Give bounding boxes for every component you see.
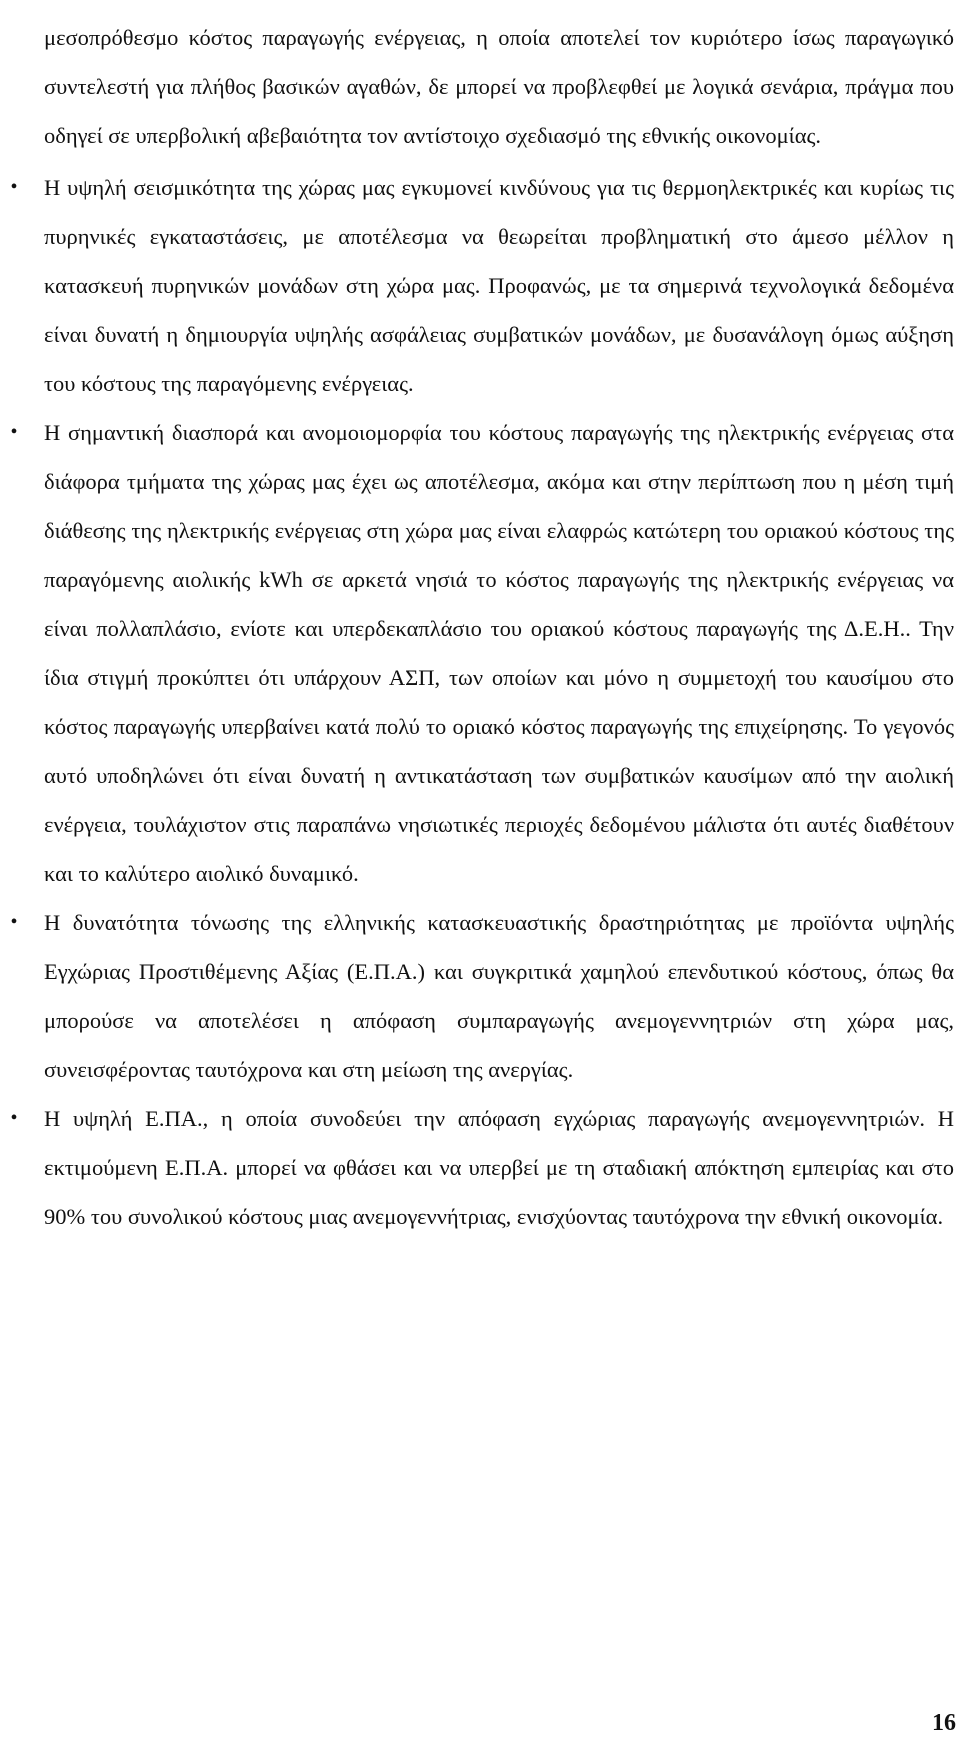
bullet-text: Η υψηλή σεισμικότητα της χώρας μας εγκυμονεί κινδύνους για τις θερμοηλεκτρικές και κυρίως τις πυρηνικές εγκαταστάσεις, με αποτέλεσμα να θεωρείται προβληματική στο άμεσο μέλλον η κατασκευή πυρηνικών μονάδων στη χώρα μας. Προφανώς, με τα σημερινά τεχνολογικά δεδομένα είναι δυνατή η δημιουργία υψηλής ασφάλειας συμβατικών μονάδων, με δυσανάλογη όμως αύξηση του κόστους της παραγόμενης ενέργειας. <box>44 175 954 396</box>
bullet-list <box>0 163 960 1241</box>
bullet-item-construction <box>0 898 960 1094</box>
bullet-item-value-added <box>0 1094 960 1241</box>
intro-paragraph: μεσοπρόθεσμο κόστος παραγωγής ενέργειας, η οποία αποτελεί τον κυριότερο ίσως παραγωγικό συντελεστή για πλήθος βασικών αγαθών, δε μπορεί να προβλεφθεί με λογικά σενάρια, πράγμα που οδηγεί σε υπερβολική αβεβαιότητα τον αντίστοιχο σχεδιασμό της εθνικής οικονομίας. <box>44 24 954 148</box>
bullet-dot-icon: • <box>10 421 18 443</box>
bullet-item-cost-dispersion <box>0 408 960 898</box>
bullet-dot-icon: • <box>10 176 18 198</box>
bullet-text: Η δυνατότητα τόνωσης της ελληνικής κατασκευαστικής δραστηριότητας με προϊόντα υψηλής Εγχώριας Προστιθέμενης Αξίας (Ε.Π.Α.) και συγκριτικά χαμηλού επενδυτικού κόστους, όπως θα μπορούσε να αποτελέσει η απόφαση συμπαραγωγής ανεμογεννητριών στη χώρα μας, συνεισφέροντας ταυτόχρονα και στη μείωση της ανεργίας. <box>44 910 954 1082</box>
bullet-dot-icon: • <box>10 1107 18 1129</box>
bullet-text: Η υψηλή Ε.ΠΑ., η οποία συνοδεύει την απόφαση εγχώριας παραγωγής ανεμογεννητριών. Η εκτιμούμενη Ε.Π.Α. μπορεί να φθάσει και να υπερβεί με τη σταδιακή απόκτηση εμπειρίας και στο 90% του συνολικού κόστους μιας ανεμογεννήτριας, ενισχύοντας ταυτόχρονα την εθνική οικονομία. <box>44 1106 954 1229</box>
page-number: 16 <box>932 1710 956 1736</box>
bullet-item-seismicity <box>0 163 960 408</box>
bullet-text: Η σημαντική διασπορά και ανομοιομορφία του κόστους παραγωγής της ηλεκτρικής ενέργειας στα διάφορα τμήματα της χώρας μας έχει ως αποτέλεσμα, ακόμα και στην περίπτωση που η μέση τιμή διάθεσης της ηλεκτρικής ενέργειας στη χώρα μας είναι ελαφρώς κατώτερη του οριακού κόστους της παραγόμενης αιολικής kWh σε αρκετά νησιά το κόστος παραγωγής της ηλεκτρικής ενέργειας να είναι πολλαπλάσιο, ενίοτε και υπερδεκαπλάσιο του οριακού κόστους παραγωγής της Δ.Ε.Η.. Την ίδια στιγμή προκύπτει ότι υπάρχουν ΑΣΠ, των οποίων και μόνο η συμμετοχή του καυσίμου στο κόστος παραγωγής υπερβαίνει κατά πολύ το οριακό κόστος παραγωγής της επιχείρησης. Το γεγονός αυτό υποδηλώνει ότι είναι δυνατή η αντικατάσταση των συμβατικών καυσίμων από την αιολική ενέργεια, τουλάχιστον στις παραπάνω νησιωτικές περιοχές δεδομένου μάλιστα ότι αυτές διαθέτουν και το καλύτερο αιολικό δυναμικό. <box>44 420 954 886</box>
bullet-dot-icon: • <box>10 911 18 933</box>
